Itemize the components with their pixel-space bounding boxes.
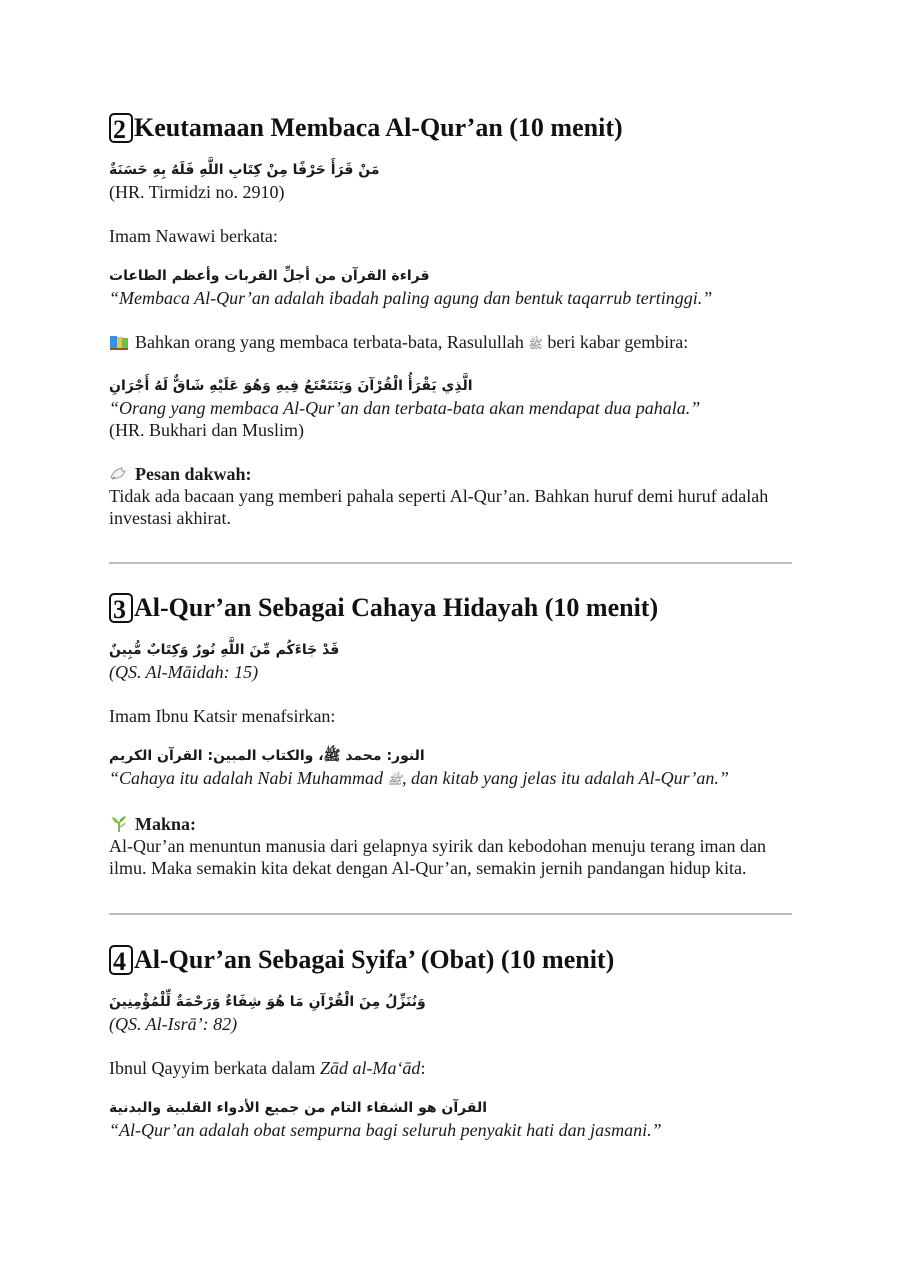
- book-title: Zād al-Ma‘ād: [319, 1058, 421, 1078]
- verse-reference: (QS. Al-Māidah: 15): [109, 662, 259, 682]
- section-title: Keutamaan Membaca Al-Qur’an (10 menit): [134, 113, 623, 142]
- message-text: Tidak ada bacaan yang memberi pahala seperti Al-Qur’an. Bahkan huruf demi huruf adalah investasi akhirat.: [109, 486, 769, 528]
- intro-text: Imam Nawawi berkata:: [109, 226, 278, 246]
- section-title: Al-Qur’an Sebagai Syifa’ (Obat) (10 menit): [134, 945, 615, 974]
- intro-text: Ibnul Qayyim berkata dalam Zād al-Ma‘ād:: [109, 1058, 426, 1078]
- message-heading: Pesan dakwah:: [109, 463, 792, 485]
- section-4: [109, 943, 662, 1141]
- arabic-verse: قَدْ جَاءَكُم مِّنَ اللَّهِ نُورٌ وَكِتَابٌ مُّبِينٌ: [109, 642, 340, 658]
- note-line: Bahkan orang yang membaca terbata-bata, Rasulullah ﷺ beri kabar gembira:: [109, 331, 792, 355]
- divider: [109, 913, 792, 915]
- arabic-verse: وَنُنَزِّلُ مِنَ الْقُرْآنِ مَا هُوَ شِفَاءٌ وَرَحْمَةٌ لِّلْمُؤْمِنِينَ: [109, 994, 426, 1010]
- verse-reference: (QS. Al-Isrā’: 82): [109, 1014, 238, 1034]
- hadith-reference: (HR. Tirmidzi no. 2910): [109, 182, 285, 202]
- section-number-box: 2: [109, 113, 133, 143]
- arabic-quote: قراءة القرآن من أجلِّ القربات وأعظم الطاعات: [109, 268, 430, 284]
- sprout-icon: [109, 815, 129, 833]
- tafsir-translation: “Cahaya itu adalah Nabi Muhammad ﷺ, dan kitab yang jelas itu adalah Al-Qur’an.”: [109, 768, 729, 788]
- dove-icon: [109, 465, 129, 483]
- section-title: Al-Qur’an Sebagai Cahaya Hidayah (10 menit): [134, 593, 659, 622]
- divider: [109, 562, 792, 564]
- section-heading: [109, 111, 792, 145]
- section-2: [109, 111, 792, 529]
- meaning-text: Al-Qur’an menuntun manusia dari gelapnya syirik dan kebodohan menuju terang iman dan ilmu. Maka semakin kita dekat dengan Al-Qur’an, semakin jernih pandangan hidup kita.: [109, 836, 766, 878]
- arabic-hadith-2: الَّذِي يَقْرَأُ الْقُرْآنَ وَيَتَتَعْتَعُ فِيهِ وَهُوَ عَلَيْهِ شَاقٌّ لَهُ أَجْرَانِ: [109, 378, 473, 394]
- section-3: [109, 591, 792, 879]
- arabic-hadith: مَنْ قَرَأَ حَرْفًا مِنْ كِتَابِ اللَّهِ فَلَهُ بِهِ حَسَنَةٌ: [109, 162, 380, 178]
- arabic-tafsir: النور: محمد ﷺ، والكتاب المبين: القرآن الكريم: [109, 748, 425, 764]
- quote-translation: “Al-Qur’an adalah obat sempurna bagi seluruh penyakit hati dan jasmani.”: [109, 1120, 662, 1140]
- arabic-quote: القرآن هو الشفاء التام من جميع الأدواء القلبية والبدنية: [109, 1100, 488, 1116]
- meaning-heading: Makna:: [109, 813, 792, 835]
- hadith-reference-2: (HR. Bukhari dan Muslim): [109, 420, 304, 440]
- quote-translation: “Membaca Al-Qur’an adalah ibadah paling agung dan bentuk taqarrub tertinggi.”: [109, 288, 713, 308]
- hadith-translation: “Orang yang membaca Al-Qur’an dan terbata-bata akan mendapat dua pahala.”: [109, 398, 701, 418]
- section-heading: [109, 943, 662, 977]
- section-number-box: 3: [109, 593, 133, 623]
- intro-text: Imam Ibnu Katsir menafsirkan:: [109, 706, 336, 726]
- books-icon: [109, 333, 129, 351]
- section-number-box: 4: [109, 945, 133, 975]
- section-heading: [109, 591, 792, 625]
